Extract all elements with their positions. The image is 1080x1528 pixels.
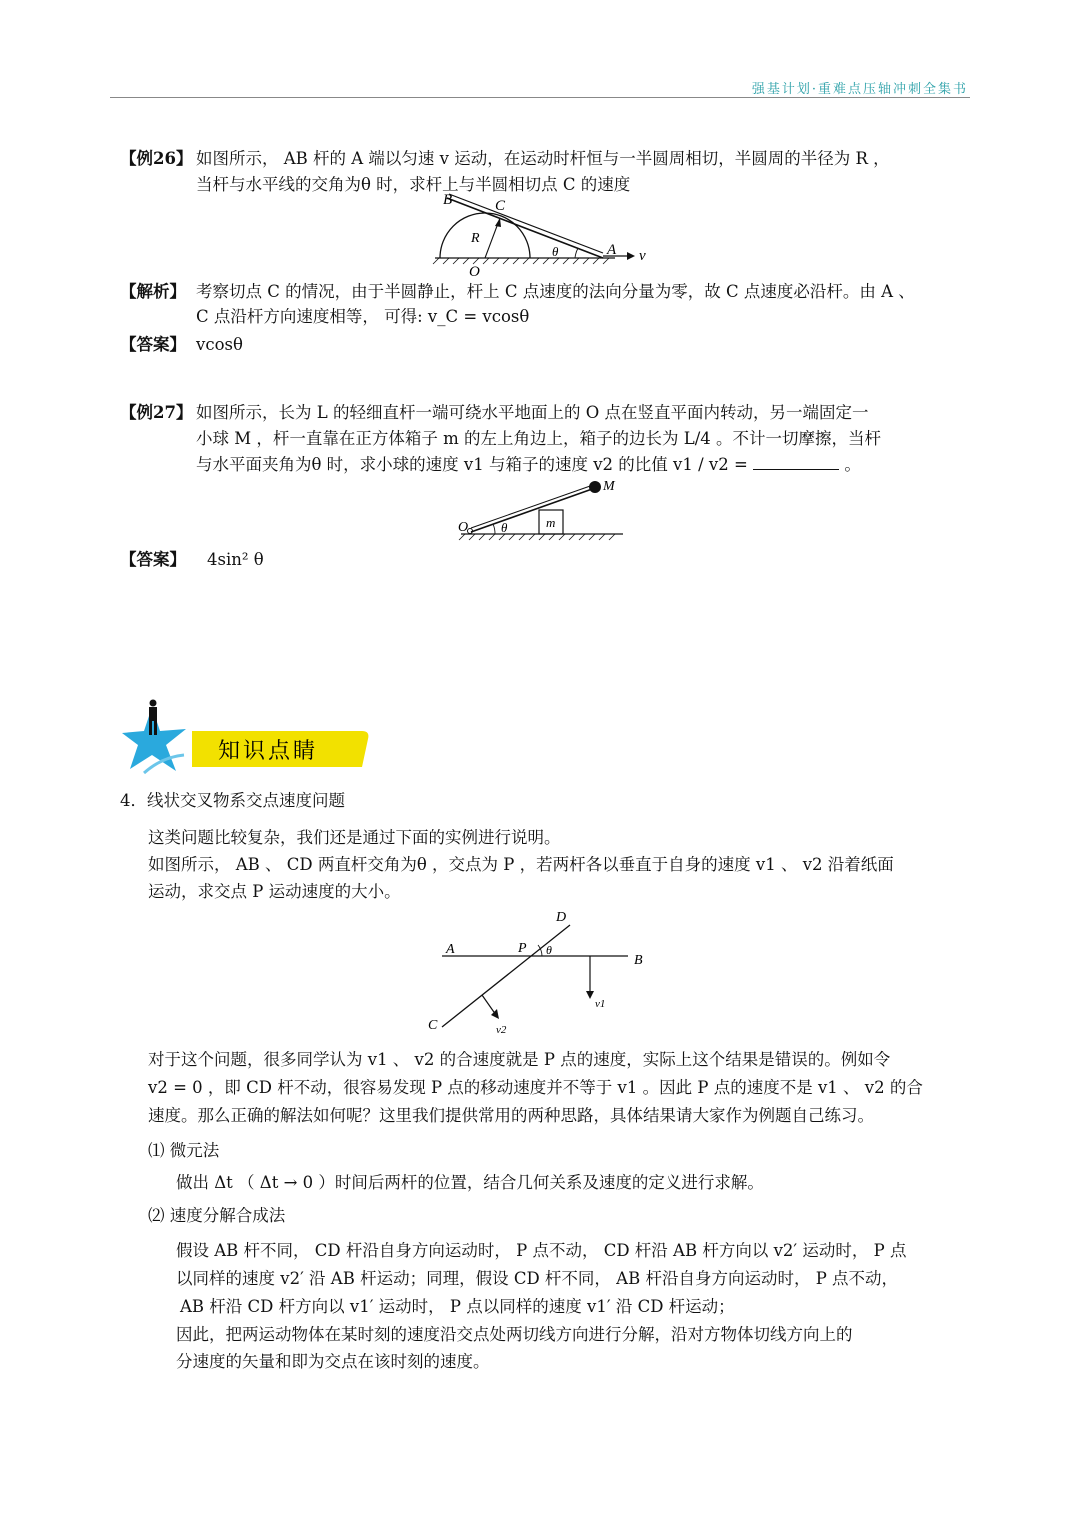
header-rule [110, 97, 970, 98]
method1-text: 做出 Δt （ Δt → 0 ）时间后两杆的位置，结合几何关系及速度的定义进行求解。 [176, 1173, 764, 1192]
ex26-rod [447, 198, 603, 258]
fig-v2: v2 [496, 1024, 507, 1035]
method2-a: 假设 AB 杆不同， CD 杆沿自身方向运动时， P 点不动， CD 杆沿 AB 杆方向以 v2′ 运动时， P 点 [176, 1241, 907, 1260]
banner-title: 知识点睛 [218, 739, 319, 764]
fig-theta: θ [546, 943, 552, 957]
ex26-fig-O: O [469, 264, 480, 280]
ex26-answer-label: 【答案】 [120, 335, 186, 354]
ex27-figure [455, 478, 630, 546]
ex26-analysis2: C 点沿杆方向速度相等， 可得: v_C = vcosθ [196, 307, 530, 326]
ex27-fig-O: O [458, 520, 469, 535]
ex27-hatch [459, 534, 615, 540]
ex27-answer-label: 【答案】 [120, 550, 186, 569]
ex27-rod [471, 488, 595, 532]
ex27-line3-end: 。 [844, 455, 861, 474]
ex27-line2: 小球 M ，杆一直靠在正方体箱子 m 的左上角边上，箱子的边长为 L/4 。不计一切摩擦，当杆 [196, 429, 882, 448]
ex26-analysis-label: 【解析】 [120, 282, 186, 301]
ex26-answer: vcosθ [196, 335, 243, 354]
ex26-velocity-arrow [627, 252, 635, 260]
v2-line [482, 995, 496, 1015]
ex27-line3-wrap [196, 454, 861, 476]
section4-p1: 这类问题比较复杂，我们还是通过下面的实例进行说明。 [148, 828, 561, 847]
ex27-answer-blank [753, 455, 839, 470]
ex26-hatch [433, 258, 609, 264]
method2-d: 因此，把两运动物体在某时刻的速度沿交点处两切线方向进行分解，沿对方物体切线方向上的 [176, 1325, 853, 1344]
v1-arrow [586, 991, 594, 999]
section4-figure [420, 905, 650, 1035]
ex26-analysis1: 考察切点 C 的情况，由于半圆静止，杆上 C 点速度的法向分量为零，故 C 点速度必沿杆。由 A 、 [196, 282, 915, 301]
ex26-fig-A: A [607, 242, 617, 258]
ex27-rod-edge [471, 485, 593, 528]
fig-A: A [446, 942, 455, 957]
fig-D: D [556, 910, 567, 925]
method2-e: 分速度的矢量和即为交点在该时刻的速度。 [176, 1352, 490, 1371]
section4-p3a: 对于这个问题，很多同学认为 v1 、 v2 的合速度就是 P 点的速度，实际上这个结果是错误的。例如令 [148, 1050, 891, 1069]
section4-p3c: 速度。那么正确的解法如何呢？这里我们提供常用的两种思路，具体结果请大家作为例题自己练习。 [148, 1106, 874, 1125]
ex27-line3: 与水平面夹角为θ 时，求小球的速度 v1 与箱子的速度 v2 的比值 v1 / v2 = [196, 455, 748, 474]
ex27-fig-theta: θ [501, 520, 508, 535]
ex27-ball [589, 481, 601, 493]
method2-title: ⑵ 速度分解合成法 [148, 1206, 286, 1225]
ex27-label: 【例27】 [120, 403, 193, 422]
ex26-angle-arc [575, 248, 578, 258]
method2-c: AB 杆沿 CD 杆方向以 v1′ 运动时， P 点以同样的速度 v1′ 沿 CD 杆运动； [180, 1297, 735, 1316]
method1-title: ⑴ 微元法 [148, 1141, 220, 1160]
ex27-fig-m: m [546, 515, 556, 530]
ex26-line2: 当杆与水平线的交角为θ 时，求杆上与半圆相切点 C 的速度 [196, 175, 631, 194]
rod-CD [442, 925, 570, 1027]
fig-v1: v1 [595, 998, 606, 1010]
ex26-fig-theta: θ [552, 244, 559, 259]
ex27-answer: 4sin² θ [207, 550, 264, 569]
ex27-angle-arc [493, 524, 495, 534]
ex26-fig-C: C [495, 198, 506, 214]
fig-C: C [428, 1018, 438, 1033]
section4-heading: 4．线状交叉物系交点速度问题 [120, 791, 345, 810]
ex27-fig-M: M [603, 479, 615, 494]
section4-p3b: v2 = 0 ，即 CD 杆不动，很容易发现 P 点的移动速度并不等于 v1 。因此 P 点的速度不是 v1 、 v2 的合 [148, 1078, 923, 1097]
ex26-fig-R: R [471, 231, 480, 246]
ex26-radius-arrow [495, 218, 501, 227]
section4-p2a: 如图所示， AB 、 CD 两直杆交角为θ ，交点为 P ，若两杆各以垂直于自身的速度 v1 、 v2 沿着纸面 [148, 855, 894, 874]
ex26-label: 【例26】 [120, 149, 193, 168]
header-title: 强基计划·重难点压轴冲刺全集书 [751, 82, 968, 97]
ex26-fig-B: B [443, 192, 453, 208]
ex26-line1: 如图所示， AB 杆的 A 端以匀速 v 运动，在运动时杆恒与一半圆周相切，半圆周的半径为 R ， [196, 149, 890, 168]
section4-p2b: 运动，求交点 P 运动速度的大小。 [148, 882, 401, 901]
ex27-line1: 如图所示，长为 L 的轻细直杆一端可绕水平地面上的 O 点在竖直平面内转动，另一端固定一 [196, 403, 869, 422]
ex26-fig-v: v [639, 248, 646, 264]
ex26-figure [425, 190, 665, 280]
method2-b: 以同样的速度 v2′ 沿 AB 杆运动；同理，假设 CD 杆不同， AB 杆沿自身方向运动时， P 点不动， [176, 1269, 899, 1288]
fig-B: B [634, 953, 643, 968]
knowledge-banner [122, 697, 372, 777]
fig-P: P [518, 941, 527, 956]
